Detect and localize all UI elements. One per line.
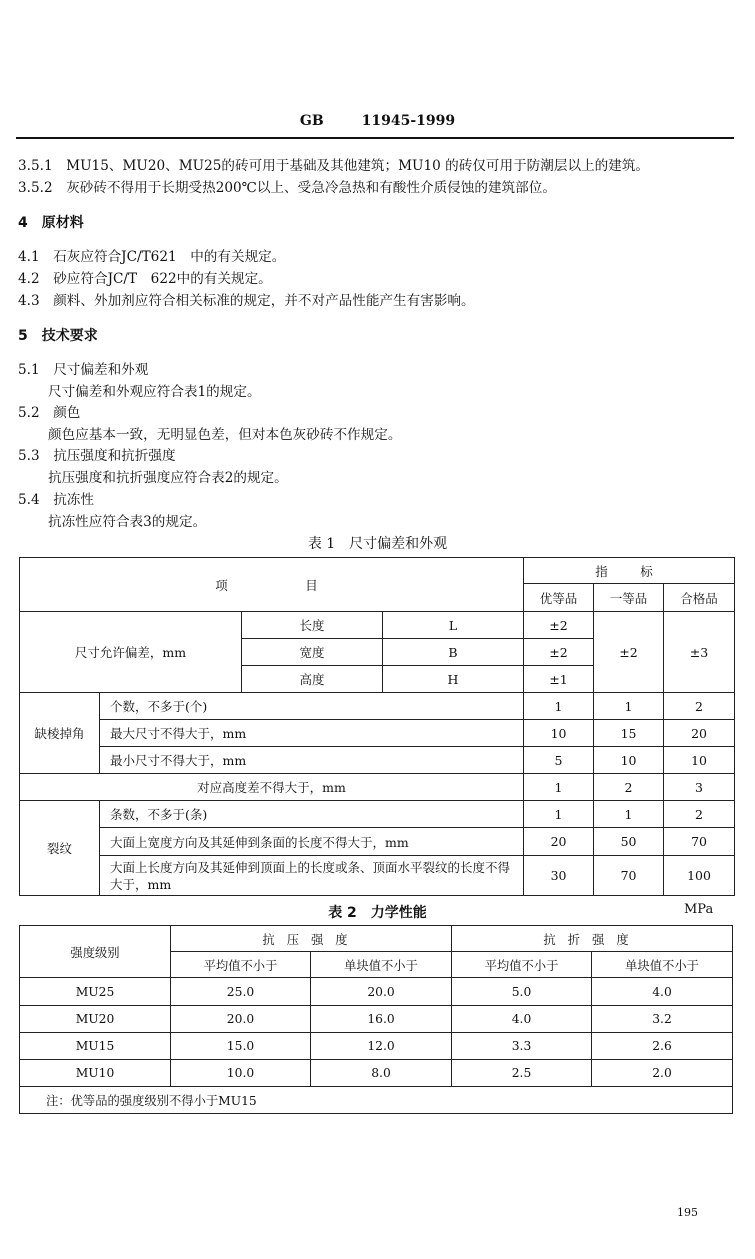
table-cell: 2 (594, 774, 664, 801)
table-cell: 10.0 (171, 1060, 311, 1087)
table-cell: 2.5 (452, 1060, 592, 1087)
table-cell: 100 (664, 856, 735, 896)
clause-5-1-body: 尺寸偏差和外观应符合表1的规定。 (48, 384, 261, 400)
header-rule (16, 137, 734, 139)
table-cell: ±2 (524, 639, 594, 666)
table-cell: 12.0 (311, 1033, 452, 1060)
dim-name: 高度 (242, 666, 383, 693)
table-dimension-appearance (19, 557, 735, 896)
dim-symbol: L (383, 612, 524, 639)
header-item: 项 目 (20, 558, 524, 612)
sub-header: 单块值不小于 (311, 952, 452, 978)
clause-4-2: 4.2 砂应符合JC/T 622中的有关规定。 (18, 271, 272, 287)
table-cell: ±3 (664, 612, 735, 693)
table-cell: 4.0 (592, 978, 733, 1006)
table-cell: 30 (524, 856, 594, 896)
clause-3-5-2: 3.5.2 灰砂砖不得用于长期受热200℃以上、受急冷急热和有酸性介质侵蚀的建筑部位。 (18, 180, 556, 196)
row-label: 大面上长度方向及其延伸到顶面上的长度或条、顶面水平裂纹的长度不得大于，mm (100, 856, 524, 896)
dim-symbol: H (383, 666, 524, 693)
clause-5-2-body: 颜色应基本一致，无明显色差，但对本色灰砂砖不作规定。 (48, 427, 402, 443)
clause-4-1: 4.1 石灰应符合JC/T621 中的有关规定。 (18, 249, 286, 265)
grade-cell: MU15 (20, 1033, 171, 1060)
table-cell: 20 (664, 720, 735, 747)
row-label: 最小尺寸不得大于，mm (100, 747, 524, 774)
table-cell: 20.0 (311, 978, 452, 1006)
section-5-title: 5 技术要求 (18, 328, 98, 344)
row-label: 对应高度差不得大于，mm (20, 774, 524, 801)
clause-3-5-1: 3.5.1 MU15、MU20、MU25的砖可用于基础及其他建筑；MU10 的砖仅可用于防潮层以上的建筑。 (18, 158, 650, 174)
table-cell: 1 (524, 693, 594, 720)
table-cell: ±1 (524, 666, 594, 693)
table-cell: 2.0 (592, 1060, 733, 1087)
table-cell: 2 (664, 801, 735, 828)
table-cell: 1 (594, 693, 664, 720)
table-cell: 16.0 (311, 1006, 452, 1033)
sub-header: 平均值不小于 (452, 952, 592, 978)
table-cell: 70 (594, 856, 664, 896)
table-note: 注：优等品的强度级别不得小于MU15 (20, 1087, 733, 1114)
table-cell: 25.0 (171, 978, 311, 1006)
header-index: 指 标 (524, 558, 735, 584)
table-cell: 1 (524, 774, 594, 801)
table-cell: 3.3 (452, 1033, 592, 1060)
running-header (0, 113, 755, 129)
table-cell: 20.0 (171, 1006, 311, 1033)
table-cell: 15.0 (171, 1033, 311, 1060)
flexural-header: 抗折强度 (452, 926, 733, 952)
standard-number: 11945-1999 (361, 113, 456, 129)
standard-code: GB (299, 113, 324, 129)
row-label: 大面上宽度方向及其延伸到条面的长度不得大于，mm (100, 828, 524, 856)
grade-header: 一等品 (594, 584, 664, 612)
table2-unit: MPa (684, 902, 714, 917)
page-number: 195 (677, 1206, 698, 1219)
sub-header: 单块值不小于 (592, 952, 733, 978)
compressive-header: 抗压强度 (171, 926, 452, 952)
table-cell: 3 (664, 774, 735, 801)
table-cell: 2 (664, 693, 735, 720)
sub-header: 平均值不小于 (171, 952, 311, 978)
row-label: 个数，不多于(个) (100, 693, 524, 720)
table-cell: 10 (594, 747, 664, 774)
corner-label: 缺棱掉角 (20, 693, 100, 774)
clause-4-3: 4.3 颜料、外加剂应符合相关标准的规定，并不对产品性能产生有害影响。 (18, 293, 475, 309)
table-cell: 70 (664, 828, 735, 856)
clause-5-4-body: 抗冻性应符合表3的规定。 (48, 514, 207, 530)
table-mechanical-properties (19, 925, 733, 1114)
table-cell: 20 (524, 828, 594, 856)
table-cell: 1 (524, 801, 594, 828)
grade-header: 优等品 (524, 584, 594, 612)
grade-cell: MU25 (20, 978, 171, 1006)
table-cell: 5.0 (452, 978, 592, 1006)
clause-5-1-head: 5.1 尺寸偏差和外观 (18, 362, 149, 378)
table-cell: 10 (664, 747, 735, 774)
table-cell: ±2 (524, 612, 594, 639)
table-cell: 15 (594, 720, 664, 747)
table-cell: 1 (594, 801, 664, 828)
grade-cell: MU10 (20, 1060, 171, 1087)
table-cell: 5 (524, 747, 594, 774)
row-label: 条数，不多于(条) (100, 801, 524, 828)
dimension-label: 尺寸允许偏差，mm (20, 612, 242, 693)
table1-caption: 表 1 尺寸偏差和外观 (307, 536, 448, 552)
table-cell: ±2 (594, 612, 664, 693)
clause-5-2-head: 5.2 颜色 (18, 405, 81, 421)
dim-symbol: B (383, 639, 524, 666)
grade-cell: MU20 (20, 1006, 171, 1033)
table-cell: 4.0 (452, 1006, 592, 1033)
clause-5-4-head: 5.4 抗冻性 (18, 492, 94, 508)
row-label: 最大尺寸不得大于，mm (100, 720, 524, 747)
table-cell: 8.0 (311, 1060, 452, 1087)
dim-name: 长度 (242, 612, 383, 639)
crack-label: 裂纹 (20, 801, 100, 896)
table-cell: 2.6 (592, 1033, 733, 1060)
grade-header: 强度级别 (20, 926, 171, 978)
clause-5-3-body: 抗压强度和抗折强度应符合表2的规定。 (48, 470, 288, 486)
table-cell: 50 (594, 828, 664, 856)
grade-header: 合格品 (664, 584, 735, 612)
clause-5-3-head: 5.3 抗压强度和抗折强度 (18, 448, 176, 464)
table-cell: 10 (524, 720, 594, 747)
section-4-title: 4 原材料 (18, 215, 84, 231)
dim-name: 宽度 (242, 639, 383, 666)
table-cell: 3.2 (592, 1006, 733, 1033)
table2-caption: 表 2 力学性能 (328, 905, 427, 921)
